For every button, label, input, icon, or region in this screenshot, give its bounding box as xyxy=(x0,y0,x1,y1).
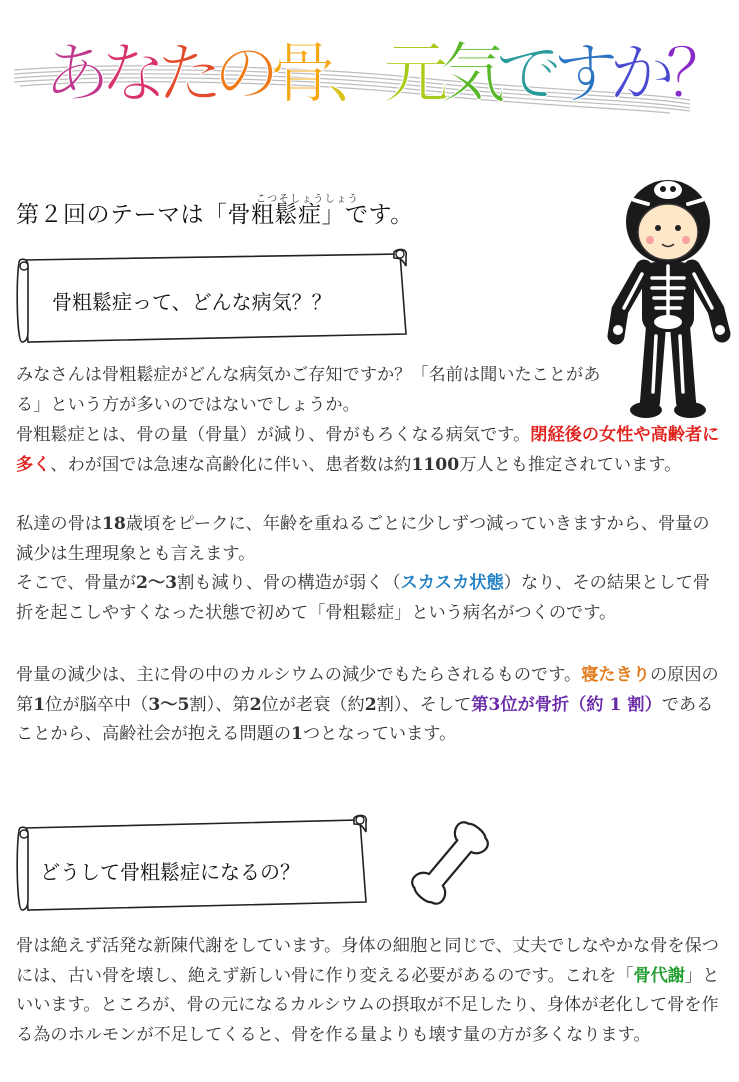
title-char: 骨 xyxy=(270,35,336,112)
p5-number-3: 2 xyxy=(249,694,262,715)
p5-text-g: であることから、高齢社会が抱える問題の xyxy=(16,694,714,744)
section1-paragraph-2 xyxy=(16,421,726,480)
s2-highlight-green: 骨代謝 xyxy=(633,965,685,986)
p2-text-a: 骨粗鬆症とは、骨の量（骨量）が減り、骨がもろくなる病気です。 xyxy=(16,425,531,445)
p5-text-c: 位が脳卒中（ xyxy=(45,694,149,715)
title-char: た xyxy=(157,35,223,112)
theme-prefix: 第２回のテーマは「 xyxy=(16,202,228,228)
s2-text-b: 」といいます。ところが、骨の元になるカルシウムの摂取が不足したり、身体が老化して骨を作る為のホルモンが不足してくると、骨を作る量よりも壊す量の方が多くなります。 xyxy=(16,965,720,1045)
p2-text-b: 、わが国では急速な高齢化に伴い、患者数は約 xyxy=(50,454,412,475)
theme-suffix: 」です。 xyxy=(321,202,414,228)
title-char: あ xyxy=(44,35,110,112)
p4-highlight-blue: スカスカ状態 xyxy=(400,573,504,593)
p5-number-5: 1 xyxy=(291,724,303,744)
page-title xyxy=(0,0,739,120)
title-banner xyxy=(0,0,739,120)
p4-text-c: ）なり、その結果として骨折を起こしやすくなった状態で初めて「骨粗鬆症」という病名がつくのです。 xyxy=(16,573,710,623)
title-text xyxy=(44,35,732,112)
section1-paragraph-3 xyxy=(16,510,726,569)
p2-text-c: 万人とも推定されています。 xyxy=(459,454,682,475)
p5-text-a: 骨量の減少は、主に骨の中のカルシウムの減少でもたらされるものです。 xyxy=(16,665,582,685)
p5-number-4: 2 xyxy=(364,694,377,715)
p5-text-e: 位が老衰（約 xyxy=(261,694,365,715)
p5-number-2: 3〜5 xyxy=(148,694,190,715)
title-char: す xyxy=(552,35,619,112)
skeleton-costume-child-illustration xyxy=(598,170,738,422)
p5-text-b: の原因の第 xyxy=(16,665,719,715)
title-char: 気 xyxy=(439,35,506,112)
p4-text-a: そこで、骨量が xyxy=(16,573,136,593)
p5-highlight-purple: 第3位が骨折（約 1 割） xyxy=(471,694,662,715)
theme-term: 骨粗鬆症 xyxy=(227,202,322,228)
title-char: ？ xyxy=(665,35,732,112)
section2-paragraph-1 xyxy=(16,932,726,1050)
theme-ruby: こつそしょうしょう xyxy=(256,194,360,205)
title-char: 、 xyxy=(326,35,393,112)
p3-text-a: 私達の骨は xyxy=(16,514,102,534)
p3-number: 18 xyxy=(101,514,126,534)
title-char: の xyxy=(213,35,280,112)
title-char: か xyxy=(609,35,675,112)
bone-illustration xyxy=(400,808,500,918)
p5-highlight-orange: 寝たきり xyxy=(581,665,650,685)
section1-paragraph-4 xyxy=(16,569,726,628)
title-char: 元 xyxy=(383,35,449,112)
p4-text-b: 割も減り、骨の構造が弱く（ xyxy=(177,573,401,593)
p5-text-h: つとなっています。 xyxy=(302,724,457,744)
p2-number: 1100 xyxy=(411,454,460,475)
p2-highlight-red: 閉経後の女性や高齢者に多く xyxy=(16,425,720,475)
title-char: で xyxy=(496,35,562,112)
theme-line xyxy=(16,196,414,229)
p4-number: 2〜3 xyxy=(135,573,178,593)
section2-heading: どうして骨粗鬆症になるの？ xyxy=(40,860,300,884)
section1-heading: 骨粗鬆症って、どんな病気？？ xyxy=(52,290,332,314)
p5-text-f: 割）、そして xyxy=(376,694,472,715)
s2-text-a: 骨は絶えず活発な新陳代謝をしています。身体の細胞と同じで、丈夫でしなやかな骨を保つには、古い骨を壊し、絶えず新しい骨に作り変える必要があるのです。これを「 xyxy=(16,936,719,986)
p5-text-d: 割）、第 xyxy=(189,694,250,715)
section1-paragraph-5 xyxy=(16,661,726,750)
p5-number-1: 1 xyxy=(33,694,46,715)
p3-text-b: 歳頃をピークに、年齢を重ねるごとに少しずつ減っていきますから、骨量の減少は生理現象とも言えます。 xyxy=(16,514,710,564)
section1-paragraph-1: みなさんは骨粗鬆症がどんな病気かご存知ですか？「名前は聞いたことがある」という方が多いのではないでしょうか。 xyxy=(16,365,601,415)
title-char: な xyxy=(100,35,167,112)
